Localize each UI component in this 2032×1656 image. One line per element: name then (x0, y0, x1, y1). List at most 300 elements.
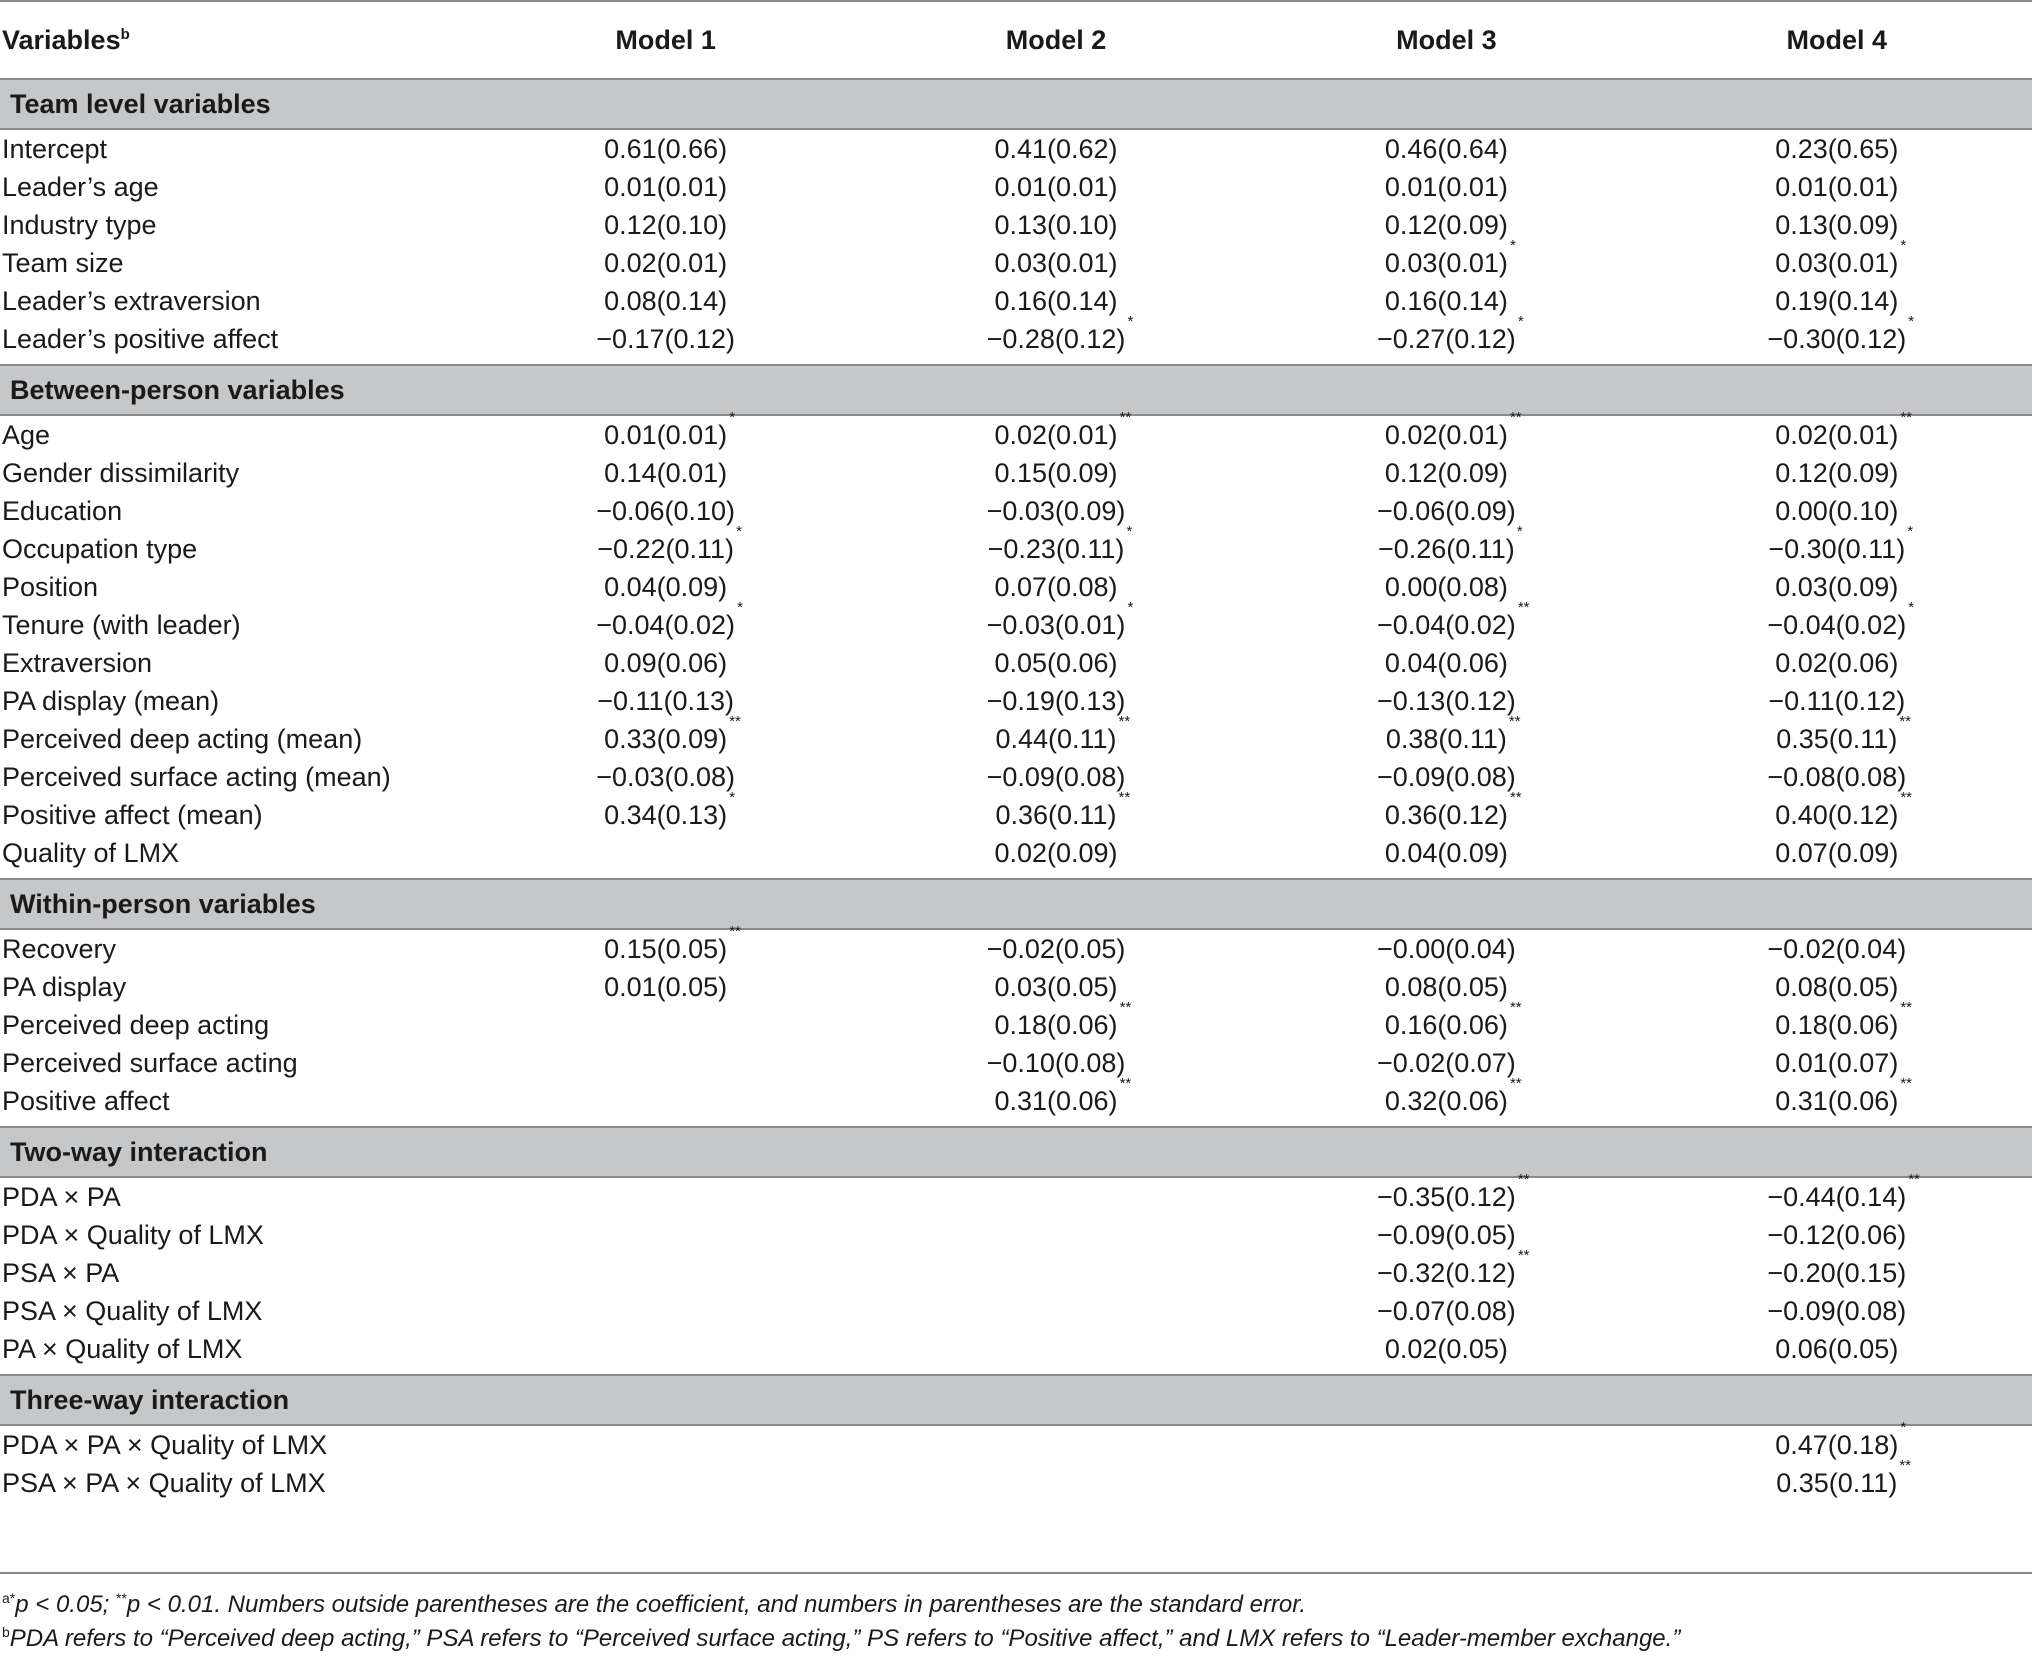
spacer-cell (0, 1368, 2032, 1375)
coefficient-text: 0.36(0.11) (995, 800, 1117, 830)
model-3-cell (1251, 682, 1641, 720)
coefficient-text: 0.02(0.01) (1775, 420, 1899, 450)
coefficient-value (604, 409, 736, 454)
significance-marker: ** (1900, 789, 1913, 806)
coefficient-value (1384, 409, 1522, 454)
row-label: Team size (2, 248, 124, 278)
coefficient-value (1384, 1075, 1522, 1120)
significance-marker: * (729, 789, 736, 806)
significance-marker: ** (1118, 713, 1131, 730)
model-1-cell (470, 923, 860, 968)
spacer-cell (0, 1502, 2032, 1508)
coefficient-value (604, 244, 727, 282)
coefficient-value (1385, 168, 1508, 206)
model-1-cell (470, 409, 860, 454)
coefficient-value (994, 244, 1117, 282)
coefficient-text: −0.23(0.11) (987, 534, 1125, 564)
model-1-cell (470, 1292, 860, 1330)
model-3-cell (1251, 834, 1641, 872)
coefficient-value (604, 168, 727, 206)
model-4-cell (1642, 929, 2032, 968)
coefficient-value (994, 834, 1117, 872)
model-2-cell (861, 129, 1251, 168)
coefficient-value (1385, 282, 1508, 320)
row-label: PDA × PA × Quality of LMX (2, 1430, 328, 1460)
coefficient-text: 0.01(0.01) (1384, 172, 1508, 202)
significance-marker: ** (1508, 713, 1521, 730)
coefficient-text: 0.18(0.06) (1775, 1010, 1899, 1040)
table-row (0, 244, 2032, 282)
model-2-cell (861, 523, 1251, 568)
model-1-cell (470, 492, 860, 530)
coefficient-value (994, 282, 1117, 320)
model-3-cell (1251, 929, 1641, 968)
row-label: Leader’s age (2, 172, 159, 202)
significance-marker: * (1126, 523, 1133, 540)
model-3-cell (1251, 168, 1641, 206)
coefficient-text: 0.02(0.01) (604, 248, 728, 278)
model-1-cell (470, 834, 860, 872)
row-label: PDA × Quality of LMX (2, 1220, 264, 1250)
model-1-cell (470, 1216, 860, 1254)
table-row (0, 282, 2032, 320)
model-1-cell (470, 1082, 860, 1120)
coefficient-value (987, 523, 1133, 568)
model-3-cell (1251, 713, 1641, 758)
model-3-cell (1251, 129, 1641, 168)
coefficient-text: 0.34(0.13) (604, 800, 728, 830)
coefficient-text: −0.11(0.12) (1768, 686, 1906, 716)
model-2-cell (861, 1177, 1251, 1216)
model-2-cell (861, 168, 1251, 206)
table-row (0, 1177, 2032, 1216)
model-1-cell (470, 282, 860, 320)
model-4-cell (1642, 1216, 2032, 1254)
coefficient-text: 0.03(0.01) (994, 248, 1118, 278)
coefficient-value (1776, 713, 1912, 758)
table-row (0, 1082, 2032, 1120)
coefficient-text: −0.27(0.12) (1376, 324, 1516, 354)
coefficient-text: 0.46(0.64) (1384, 134, 1508, 164)
coefficient-value (994, 409, 1132, 454)
significance-marker: ** (1899, 1457, 1912, 1474)
coefficient-text: 0.02(0.05) (1384, 1334, 1508, 1364)
significance-marker: ** (729, 713, 741, 730)
coefficient-text: 0.15(0.09) (994, 458, 1118, 488)
coefficient-text: −0.26(0.11) (1377, 534, 1515, 564)
model-3-cell (1251, 492, 1641, 530)
model-1-cell (470, 599, 860, 644)
model-2-cell (861, 1044, 1251, 1082)
coefficient-value (986, 599, 1134, 644)
model-3-cell (1251, 968, 1641, 1006)
coefficient-text: 0.03(0.09) (1775, 572, 1899, 602)
section-spacer (0, 1502, 2032, 1508)
coefficient-text: −0.44(0.14) (1767, 1182, 1907, 1212)
coefficient-value (596, 320, 735, 358)
model-4-cell (1642, 523, 2032, 568)
coefficient-value (994, 168, 1117, 206)
coefficient-text: −0.09(0.08) (986, 762, 1126, 792)
model-3-cell (1251, 237, 1641, 282)
significance-marker: ** (1509, 789, 1522, 806)
model-3-cell (1251, 1464, 1641, 1502)
coefficient-text: 0.05(0.06) (994, 648, 1118, 678)
model-1-cell (470, 320, 860, 358)
coefficient-value (1377, 930, 1516, 968)
coefficient-value (1385, 834, 1508, 872)
table-row (0, 1254, 2032, 1292)
row-label: Perceived deep acting (2, 1010, 270, 1040)
coefficient-value (1385, 644, 1508, 682)
section-header (0, 1127, 2032, 1177)
coefficient-text: −0.04(0.02) (596, 610, 736, 640)
coefficient-text: 0.13(0.10) (994, 210, 1118, 240)
significance-marker: * (1516, 523, 1523, 540)
coefficient-value (1768, 682, 1905, 720)
model-3-cell (1251, 313, 1641, 358)
header-row (0, 1, 2032, 79)
coefficient-text: 0.12(0.09) (1384, 458, 1508, 488)
coefficient-value (1384, 999, 1522, 1044)
model-4-cell (1642, 168, 2032, 206)
model-2-cell (861, 1075, 1251, 1120)
coefficient-text: 0.01(0.01) (604, 172, 728, 202)
coefficient-text: 0.40(0.12) (1775, 800, 1899, 830)
coefficient-text: 0.09(0.06) (604, 648, 728, 678)
model-1-cell (470, 644, 860, 682)
row-label: PSA × PA × Quality of LMX (2, 1468, 326, 1498)
coefficient-value (1377, 1044, 1516, 1082)
table-row (0, 1292, 2032, 1330)
section-spacer (0, 1120, 2032, 1127)
coefficient-value (994, 130, 1117, 168)
row-label: Intercept (2, 134, 108, 164)
significance-marker: ** (1900, 999, 1913, 1016)
table-row (0, 492, 2032, 530)
model-3-cell (1251, 758, 1641, 796)
model-4-cell (1642, 1419, 2032, 1464)
row-label: Extraversion (2, 648, 153, 678)
coefficient-text: −0.20(0.15) (1767, 1258, 1907, 1288)
coefficient-value (994, 568, 1117, 606)
section-spacer (0, 358, 2032, 365)
section-header (0, 879, 2032, 929)
section-title: Three-way interaction (0, 1375, 2032, 1425)
coefficient-text: 0.08(0.05) (1775, 972, 1899, 1002)
coefficient-text: 0.02(0.01) (994, 420, 1118, 450)
coefficient-value (604, 789, 736, 834)
table-footnotes (0, 1572, 2032, 1656)
model-3-cell (1251, 1171, 1641, 1216)
coefficient-value (604, 206, 727, 244)
row-label: PA display (mean) (2, 686, 220, 716)
model-1-cell (470, 568, 860, 606)
model-3-cell (1251, 523, 1641, 568)
significance-marker: * (1127, 599, 1134, 616)
coefficient-text: −0.09(0.08) (1767, 1296, 1907, 1326)
significance-marker: ** (729, 923, 741, 940)
model-4-cell (1642, 968, 2032, 1006)
coefficient-value (994, 454, 1117, 492)
coefficient-text: −0.19(0.13) (986, 686, 1126, 716)
model-3-cell (1251, 1216, 1641, 1254)
row-label: Perceived deep acting (mean) (2, 724, 363, 754)
model-3-cell (1251, 1075, 1641, 1120)
coefficient-text: 0.08(0.05) (1384, 972, 1508, 1002)
coefficient-value (994, 968, 1117, 1006)
coefficient-value (1775, 409, 1913, 454)
coefficient-text: −0.03(0.01) (986, 610, 1126, 640)
coefficient-value (1775, 1075, 1913, 1120)
coefficient-value (604, 568, 727, 606)
model-1-cell (470, 454, 860, 492)
coefficient-value (596, 758, 735, 796)
coefficient-text: 0.15(0.05) (604, 934, 728, 964)
table-row (0, 606, 2032, 644)
row-label: Industry type (2, 210, 157, 240)
table-row (0, 1425, 2032, 1464)
table-row (0, 568, 2032, 606)
model-1-cell (470, 1330, 860, 1368)
coefficient-text: −0.09(0.05) (1376, 1220, 1516, 1250)
model-4-cell (1642, 1330, 2032, 1368)
table-row (0, 834, 2032, 872)
coefficient-text: −0.09(0.08) (1376, 762, 1516, 792)
row-label: Positive affect (2, 1086, 170, 1116)
significance-marker: * (1908, 313, 1915, 330)
coefficient-value (1767, 758, 1906, 796)
model-2-cell (861, 644, 1251, 682)
significance-marker: ** (1900, 1075, 1913, 1092)
table-row (0, 454, 2032, 492)
model-3-cell (1251, 1330, 1641, 1368)
model-2-cell (861, 1464, 1251, 1502)
coefficient-text: 0.01(0.01) (994, 172, 1118, 202)
model-1-cell (470, 1006, 860, 1044)
coefficient-value (597, 523, 742, 568)
coefficient-text: −0.30(0.12) (1767, 324, 1907, 354)
coefficient-text: 0.00(0.08) (1384, 572, 1508, 602)
model-3-cell (1251, 1247, 1641, 1292)
coefficient-value (1775, 789, 1913, 834)
coefficient-value (1385, 1330, 1508, 1368)
coefficient-value (1376, 1247, 1530, 1292)
significance-marker: ** (1509, 999, 1522, 1016)
coefficient-text: 0.04(0.06) (1384, 648, 1508, 678)
coefficient-value (1377, 492, 1516, 530)
coefficient-value (1776, 1457, 1912, 1502)
coefficient-value (1775, 568, 1898, 606)
coefficient-text: 0.04(0.09) (1384, 838, 1508, 868)
coefficient-value (604, 282, 727, 320)
coefficient-text: −0.06(0.09) (1376, 496, 1516, 526)
model-4-cell (1642, 644, 2032, 682)
model-3-cell (1251, 1044, 1641, 1082)
coefficient-text: 0.02(0.06) (1775, 648, 1899, 678)
row-label: Positive affect (mean) (2, 800, 263, 830)
model-3-cell (1251, 1292, 1641, 1330)
coefficient-text: 0.16(0.14) (1384, 286, 1508, 316)
significance-marker: * (1907, 523, 1914, 540)
coefficient-text: 0.61(0.66) (604, 134, 728, 164)
footnote-b: $^b$PDA refers to “Perceived deep acting,” PSA refers to “Perceived surface acting,” PS refers to “Positive affect,” and LMX refers to “Leader-member exchange.” (2, 1624, 1681, 1652)
coefficient-value (1775, 834, 1898, 872)
coefficient-value (1385, 968, 1508, 1006)
model-4-cell (1642, 1292, 2032, 1330)
coefficient-text: −0.08(0.08) (1767, 762, 1907, 792)
coefficient-text: 0.12(0.09) (1384, 210, 1508, 240)
model-2-cell (861, 713, 1251, 758)
model-2-cell (861, 409, 1251, 454)
row-label: Position (2, 572, 99, 602)
coefficient-value (1775, 1044, 1898, 1082)
table-row (0, 129, 2032, 168)
coefficient-value (1384, 789, 1522, 834)
model-2-cell (861, 313, 1251, 358)
model-4-cell (1642, 206, 2032, 244)
coefficient-text: −0.17(0.12) (596, 324, 736, 354)
coefficient-text: 0.06(0.05) (1775, 1334, 1899, 1364)
model-4-cell (1642, 1254, 2032, 1292)
model-1-cell (470, 1254, 860, 1292)
significance-marker: ** (1517, 1247, 1530, 1264)
model-3-cell (1251, 599, 1641, 644)
model-3-cell (1251, 644, 1641, 682)
coefficient-value (1767, 1254, 1906, 1292)
model-2-cell (861, 968, 1251, 1006)
model-2-cell (861, 758, 1251, 796)
table-row (0, 1216, 2032, 1254)
model-1-cell (470, 789, 860, 834)
model-4-cell (1642, 834, 2032, 872)
significance-marker: * (1900, 237, 1907, 254)
coefficient-text: 0.12(0.09) (1775, 458, 1899, 488)
coefficient-text: −0.13(0.12) (1376, 686, 1516, 716)
model-4-cell (1642, 713, 2032, 758)
coefficient-value (1775, 282, 1898, 320)
coefficient-text: 0.36(0.12) (1384, 800, 1508, 830)
coefficient-text: 0.07(0.09) (1775, 838, 1899, 868)
table-row (0, 415, 2032, 454)
coefficient-text: 0.31(0.06) (994, 1086, 1118, 1116)
model-1-cell (470, 1425, 860, 1464)
header-model-4: Model 4 (1642, 1, 2032, 79)
model-3-cell (1251, 206, 1641, 244)
row-label: Leader’s positive affect (2, 324, 279, 354)
coefficient-text: 0.01(0.01) (1775, 172, 1899, 202)
section-spacer (0, 1368, 2032, 1375)
coefficient-value (604, 713, 741, 758)
row-label: Leader’s extraversion (2, 286, 261, 316)
coefficient-value (1377, 1292, 1516, 1330)
coefficient-text: −0.07(0.08) (1376, 1296, 1516, 1326)
model-2-cell (861, 1216, 1251, 1254)
coefficient-value (1767, 1292, 1906, 1330)
model-4-cell (1642, 313, 2032, 358)
significance-marker: ** (1119, 999, 1132, 1016)
model-1-cell (470, 523, 860, 568)
model-4-cell (1642, 1075, 2032, 1120)
row-label: Quality of LMX (2, 838, 180, 868)
coefficient-text: −0.03(0.08) (596, 762, 736, 792)
spacer-cell (0, 1120, 2032, 1127)
coefficient-value (1775, 644, 1898, 682)
coefficient-text: 0.38(0.11) (1385, 724, 1507, 754)
coefficient-value (987, 492, 1126, 530)
coefficient-value (604, 454, 727, 492)
significance-marker: * (1900, 1419, 1907, 1436)
significance-marker: ** (1509, 1075, 1522, 1092)
section-header (0, 365, 2032, 415)
coefficient-text: 0.23(0.65) (1775, 134, 1899, 164)
table-row (0, 530, 2032, 568)
coefficient-text: −0.02(0.05) (986, 934, 1126, 964)
coefficient-value (1385, 568, 1508, 606)
coefficient-text: −0.03(0.09) (986, 496, 1126, 526)
spacer-cell (0, 872, 2032, 879)
coefficient-text: 0.47(0.18) (1775, 1430, 1899, 1460)
coefficient-value (987, 1044, 1126, 1082)
model-1-cell (470, 206, 860, 244)
header-model-3: Model 3 (1251, 1, 1641, 79)
coefficient-text: −0.11(0.13) (597, 686, 735, 716)
model-3-cell (1251, 1425, 1641, 1464)
section-spacer (0, 872, 2032, 879)
coefficient-text: 0.01(0.05) (604, 972, 728, 1002)
coefficient-value (1376, 599, 1530, 644)
coefficient-value (604, 130, 727, 168)
model-1-cell (470, 129, 860, 168)
row-label: PA display (2, 972, 127, 1002)
model-4-cell (1642, 1171, 2032, 1216)
model-1-cell (470, 713, 860, 758)
significance-marker: ** (1908, 1171, 1920, 1188)
model-2-cell (861, 789, 1251, 834)
header-model-2: Model 2 (861, 1, 1251, 79)
coefficient-text: −0.32(0.12) (1376, 1258, 1516, 1288)
coefficient-text: 0.03(0.05) (994, 972, 1118, 1002)
row-label: PSA × Quality of LMX (2, 1296, 263, 1326)
model-2-cell (861, 1330, 1251, 1368)
significance-marker: ** (1119, 409, 1132, 426)
coefficient-value (995, 789, 1131, 834)
model-2-cell (861, 834, 1251, 872)
coefficient-text: −0.35(0.12) (1376, 1182, 1516, 1212)
model-2-cell (861, 568, 1251, 606)
section-header (0, 1375, 2032, 1425)
coefficient-value (994, 1075, 1132, 1120)
model-3-cell (1251, 568, 1641, 606)
table-row (0, 644, 2032, 682)
model-4-cell (1642, 492, 2032, 530)
model-2-cell (861, 682, 1251, 720)
coefficient-value (604, 968, 727, 1006)
significance-marker: ** (1509, 409, 1522, 426)
coefficient-text: 0.07(0.08) (994, 572, 1118, 602)
coefficient-text: 0.41(0.62) (994, 134, 1118, 164)
table-row (0, 682, 2032, 720)
coefficient-value (1376, 1171, 1530, 1216)
table-row (0, 929, 2032, 968)
row-label: PA × Quality of LMX (2, 1334, 243, 1364)
coefficient-value (986, 313, 1134, 358)
coefficient-text: −0.22(0.11) (597, 534, 735, 564)
significance-marker: ** (1900, 409, 1913, 426)
coefficient-text: 0.01(0.07) (1775, 1048, 1899, 1078)
coefficient-text: 0.01(0.01) (604, 420, 728, 450)
coefficient-value (1385, 206, 1508, 244)
